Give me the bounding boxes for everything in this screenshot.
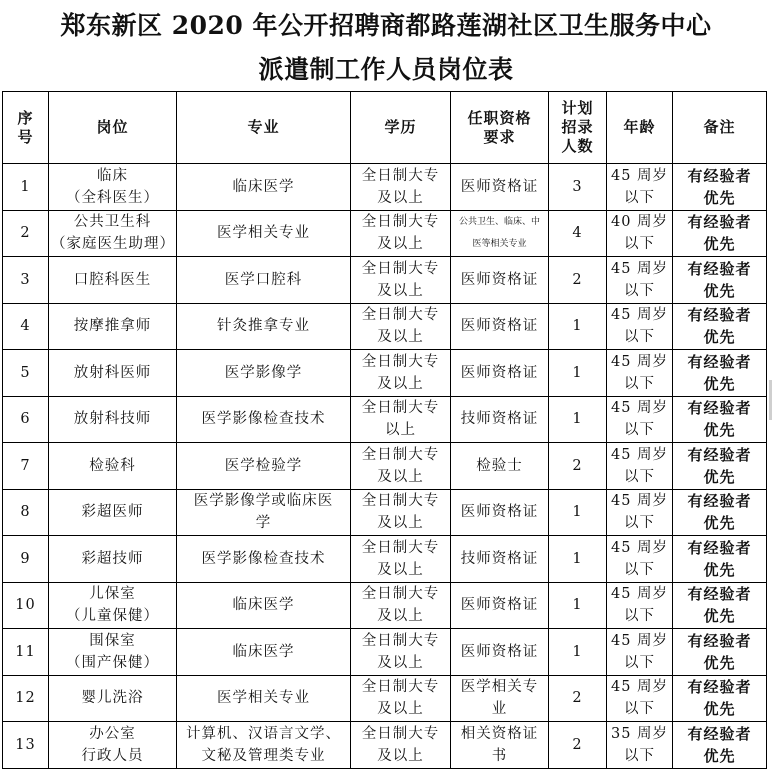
cell-education: 全日制大专 以上 <box>351 396 451 443</box>
header-no: 序 号 <box>3 92 49 164</box>
cell-age: 45 周岁 以下 <box>607 629 673 676</box>
cell-qualification: 公共卫生、临床、中 医等相关专业 <box>451 210 549 257</box>
header-note: 备注 <box>673 92 767 164</box>
cell-count: 2 <box>549 443 607 490</box>
positions-table <box>2 91 767 769</box>
cell-count: 3 <box>549 164 607 211</box>
cell-post: 婴儿洗浴 <box>49 675 177 722</box>
cell-education: 全日制大专 及以上 <box>351 257 451 304</box>
cell-post: 办公室 行政人员 <box>49 722 177 769</box>
cell-count: 4 <box>549 210 607 257</box>
cell-note: 有经验者 优先 <box>673 350 767 397</box>
cell-education: 全日制大专 及以上 <box>351 489 451 536</box>
cell-education: 全日制大专 及以上 <box>351 722 451 769</box>
cell-note: 有经验者 优先 <box>673 210 767 257</box>
cell-major: 计算机、汉语言文学、 文秘及管理类专业 <box>177 722 351 769</box>
header-post: 岗位 <box>49 92 177 164</box>
cell-count: 2 <box>549 722 607 769</box>
table-row <box>3 489 767 536</box>
cell-no: 8 <box>3 489 49 536</box>
cell-education: 全日制大专 及以上 <box>351 164 451 211</box>
cell-no: 11 <box>3 629 49 676</box>
cell-age: 45 周岁 以下 <box>607 350 673 397</box>
cell-age: 35 周岁 以下 <box>607 722 673 769</box>
cell-qualification: 医学相关专 业 <box>451 675 549 722</box>
cell-age: 45 周岁 以下 <box>607 536 673 583</box>
header-education: 学历 <box>351 92 451 164</box>
cell-qualification: 医师资格证 <box>451 582 549 629</box>
cell-post: 彩超技师 <box>49 536 177 583</box>
cell-post: 围保室 （围产保健） <box>49 629 177 676</box>
cell-age: 45 周岁 以下 <box>607 675 673 722</box>
cell-education: 全日制大专 及以上 <box>351 303 451 350</box>
table-row <box>3 210 767 257</box>
cell-no: 3 <box>3 257 49 304</box>
cell-post: 儿保室 （儿童保健） <box>49 582 177 629</box>
cell-post: 口腔科医生 <box>49 257 177 304</box>
cell-count: 1 <box>549 396 607 443</box>
table-row <box>3 396 767 443</box>
table-row <box>3 536 767 583</box>
cell-major: 医学相关专业 <box>177 675 351 722</box>
table-row <box>3 443 767 490</box>
cell-post: 放射科技师 <box>49 396 177 443</box>
cell-qualification: 医师资格证 <box>451 303 549 350</box>
cell-major: 医学口腔科 <box>177 257 351 304</box>
table-row <box>3 257 767 304</box>
table-row <box>3 722 767 769</box>
cell-qualification: 医师资格证 <box>451 257 549 304</box>
cell-no: 13 <box>3 722 49 769</box>
cell-major: 针灸推拿专业 <box>177 303 351 350</box>
cell-no: 1 <box>3 164 49 211</box>
cell-major: 医学影像学或临床医 学 <box>177 489 351 536</box>
page-subtitle: 派遣制工作人员岗位表 <box>258 55 514 84</box>
cell-qualification: 医师资格证 <box>451 350 549 397</box>
cell-major: 医学影像检查技术 <box>177 536 351 583</box>
cell-post: 放射科医师 <box>49 350 177 397</box>
table-row <box>3 350 767 397</box>
cell-major: 临床医学 <box>177 582 351 629</box>
cell-note: 有经验者 优先 <box>673 582 767 629</box>
cell-post: 公共卫生科 （家庭医生助理） <box>49 210 177 257</box>
cell-major: 医学相关专业 <box>177 210 351 257</box>
page-title: 郑东新区 2020 年公开招聘商都路莲湖社区卫生服务中心 <box>60 11 712 40</box>
cell-no: 2 <box>3 210 49 257</box>
cell-age: 40 周岁 以下 <box>607 210 673 257</box>
cell-note: 有经验者 优先 <box>673 164 767 211</box>
cell-age: 45 周岁 以下 <box>607 443 673 490</box>
cell-count: 1 <box>549 489 607 536</box>
cell-qualification: 医师资格证 <box>451 164 549 211</box>
cell-no: 7 <box>3 443 49 490</box>
cell-qualification: 相关资格证 书 <box>451 722 549 769</box>
table-row <box>3 582 767 629</box>
cell-count: 1 <box>549 303 607 350</box>
cell-no: 5 <box>3 350 49 397</box>
cell-post: 彩超医师 <box>49 489 177 536</box>
cell-qualification: 技师资格证 <box>451 536 549 583</box>
cell-no: 12 <box>3 675 49 722</box>
cell-age: 45 周岁 以下 <box>607 257 673 304</box>
table-row <box>3 629 767 676</box>
cell-count: 1 <box>549 582 607 629</box>
cell-age: 45 周岁 以下 <box>607 582 673 629</box>
cell-no: 9 <box>3 536 49 583</box>
cell-note: 有经验者 优先 <box>673 722 767 769</box>
cell-no: 6 <box>3 396 49 443</box>
cell-age: 45 周岁 以下 <box>607 164 673 211</box>
cell-count: 2 <box>549 257 607 304</box>
cell-note: 有经验者 优先 <box>673 303 767 350</box>
cell-no: 10 <box>3 582 49 629</box>
table-row <box>3 675 767 722</box>
cell-education: 全日制大专 及以上 <box>351 443 451 490</box>
cell-note: 有经验者 优先 <box>673 489 767 536</box>
cell-qualification: 医师资格证 <box>451 489 549 536</box>
cell-note: 有经验者 优先 <box>673 675 767 722</box>
cell-major: 医学影像检查技术 <box>177 396 351 443</box>
cell-education: 全日制大专 及以上 <box>351 675 451 722</box>
cell-count: 1 <box>549 629 607 676</box>
cell-post: 临床 （全科医生） <box>49 164 177 211</box>
table-row <box>3 303 767 350</box>
cell-age: 45 周岁 以下 <box>607 489 673 536</box>
cell-note: 有经验者 优先 <box>673 396 767 443</box>
table-header-row <box>3 92 767 164</box>
cell-note: 有经验者 优先 <box>673 257 767 304</box>
cell-note: 有经验者 优先 <box>673 536 767 583</box>
cell-major: 临床医学 <box>177 164 351 211</box>
table-row <box>3 164 767 211</box>
cell-major: 医学影像学 <box>177 350 351 397</box>
cell-qualification: 检验士 <box>451 443 549 490</box>
cell-major: 医学检验学 <box>177 443 351 490</box>
cell-post: 按摩推拿师 <box>49 303 177 350</box>
cell-age: 45 周岁 以下 <box>607 396 673 443</box>
cell-count: 1 <box>549 350 607 397</box>
cell-post: 检验科 <box>49 443 177 490</box>
cell-count: 2 <box>549 675 607 722</box>
header-major: 专业 <box>177 92 351 164</box>
cell-note: 有经验者 优先 <box>673 629 767 676</box>
cell-education: 全日制大专 及以上 <box>351 582 451 629</box>
header-count: 计划 招录 人数 <box>549 92 607 164</box>
cell-education: 全日制大专 及以上 <box>351 629 451 676</box>
cell-qualification: 医师资格证 <box>451 629 549 676</box>
cell-major: 临床医学 <box>177 629 351 676</box>
cell-education: 全日制大专 及以上 <box>351 536 451 583</box>
cell-no: 4 <box>3 303 49 350</box>
header-qualification: 任职资格 要求 <box>451 92 549 164</box>
cell-qualification: 技师资格证 <box>451 396 549 443</box>
cell-age: 45 周岁 以下 <box>607 303 673 350</box>
cell-education: 全日制大专 及以上 <box>351 350 451 397</box>
cell-note: 有经验者 优先 <box>673 443 767 490</box>
cell-count: 1 <box>549 536 607 583</box>
cell-education: 全日制大专 及以上 <box>351 210 451 257</box>
header-age: 年龄 <box>607 92 673 164</box>
